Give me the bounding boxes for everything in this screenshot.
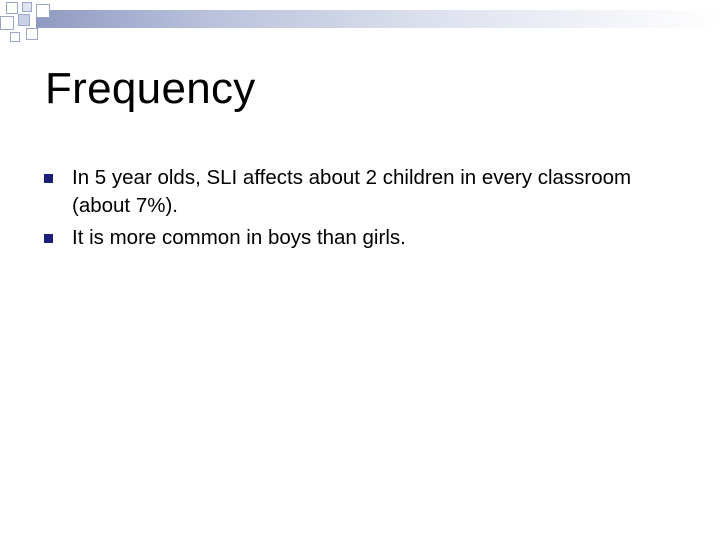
decorative-squares [0, 0, 60, 48]
decorative-gradient-band [36, 10, 720, 28]
decorative-square [22, 2, 32, 12]
bullet-item [44, 224, 664, 252]
decorative-square [26, 28, 38, 40]
decorative-square [6, 2, 18, 14]
slide-title: Frequency [45, 64, 256, 113]
decorative-square [18, 14, 30, 26]
decorative-square [10, 32, 20, 42]
bullet-text: It is more common in boys than girls. [72, 226, 406, 249]
bullet-item [44, 164, 664, 220]
bullet-text: In 5 year olds, SLI affects about 2 children in every classroom (about 7%). [72, 166, 632, 217]
square-bullet-icon [44, 174, 53, 183]
decorative-square [36, 4, 50, 18]
decorative-square [0, 16, 14, 30]
square-bullet-icon [44, 234, 53, 243]
bullet-list [44, 164, 664, 252]
